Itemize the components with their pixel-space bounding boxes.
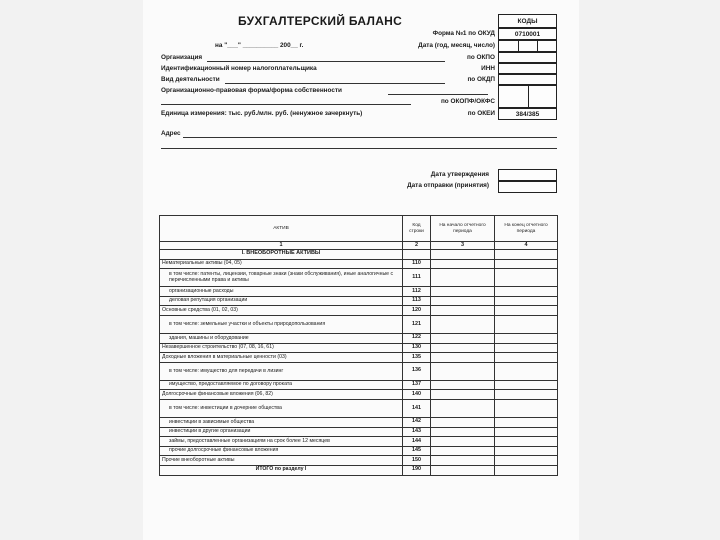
- table-row: [160, 427, 558, 437]
- end-value-cell[interactable]: [495, 287, 558, 297]
- col-number: 3: [431, 242, 495, 250]
- table-row: [160, 315, 558, 333]
- organization-field[interactable]: [207, 61, 445, 62]
- end-value-cell[interactable]: [495, 353, 558, 363]
- end-value-cell[interactable]: [495, 456, 558, 466]
- end-value-cell[interactable]: [495, 333, 558, 343]
- row-label: Нематериальные активы (04, 05): [160, 259, 403, 269]
- row-code: 140: [403, 390, 431, 400]
- begin-value-cell[interactable]: [431, 353, 495, 363]
- inn-code-box[interactable]: [498, 63, 557, 74]
- okdp-code-box[interactable]: [498, 74, 557, 85]
- row-label: имущество, предоставляемое по договору проката: [160, 380, 403, 390]
- begin-value-cell[interactable]: [431, 343, 495, 353]
- row-code: 111: [403, 269, 431, 287]
- table-row: [160, 287, 558, 297]
- begin-value-cell[interactable]: [431, 465, 495, 475]
- table-row: [160, 456, 558, 466]
- sending-date-label: Дата отправки (принятия): [407, 182, 489, 189]
- row-label: займы, предоставленные организациям на срок более 12 месяцев: [160, 437, 403, 447]
- begin-value-cell[interactable]: [431, 306, 495, 316]
- begin-value-cell[interactable]: [431, 362, 495, 380]
- balance-table: [159, 215, 558, 476]
- row-code: 145: [403, 446, 431, 456]
- begin-value-cell[interactable]: [431, 296, 495, 306]
- begin-value-cell[interactable]: [431, 380, 495, 390]
- form-title: БУХГАЛТЕРСКИЙ БАЛАНС: [238, 14, 403, 28]
- end-header: На конец отчетного периода: [495, 216, 558, 242]
- okpo-label: по ОКПО: [467, 54, 495, 61]
- begin-value-cell[interactable]: [431, 427, 495, 437]
- end-value-cell[interactable]: [495, 417, 558, 427]
- date-code-label: Дата (год, месяц, число): [418, 42, 495, 49]
- row-code: 190: [403, 465, 431, 475]
- table-row: [160, 380, 558, 390]
- table-row: [160, 446, 558, 456]
- end-value-cell[interactable]: [495, 315, 558, 333]
- end-value-cell[interactable]: [495, 465, 558, 475]
- row-label: организационные расходы: [160, 287, 403, 297]
- row-label: в том числе: патенты, лицензии, товарные знаки (знаки обслуживания), иные аналогичные с перечисленными права и активы: [160, 269, 403, 287]
- row-code: 112: [403, 287, 431, 297]
- row-code: 135: [403, 353, 431, 363]
- begin-value-cell[interactable]: [431, 446, 495, 456]
- col-number: 2: [403, 242, 431, 250]
- end-value-cell[interactable]: [495, 437, 558, 447]
- organization-label: Организация: [161, 54, 203, 61]
- activity-label: Вид деятельности: [161, 76, 220, 83]
- row-code: 150: [403, 456, 431, 466]
- row-code: 110: [403, 259, 431, 269]
- begin-value-cell[interactable]: [431, 315, 495, 333]
- table-row: [160, 343, 558, 353]
- code-header: Код строки: [403, 216, 431, 242]
- row-label: прочие долгосрочные финансовые вложения: [160, 446, 403, 456]
- okopf-label: по ОКОПФ/ОКФС: [440, 98, 495, 105]
- date-code-box[interactable]: [498, 40, 557, 52]
- sending-date-box[interactable]: [498, 181, 557, 193]
- taxpayer-id-label: Идентификационный номер налогоплательщика: [161, 65, 317, 72]
- end-value-cell[interactable]: [495, 427, 558, 437]
- okopf-code-box[interactable]: [498, 85, 557, 108]
- row-label: инвестиции в зависимые общества: [160, 417, 403, 427]
- end-value-cell[interactable]: [495, 380, 558, 390]
- table-row: [160, 417, 558, 427]
- table-row: [160, 353, 558, 363]
- row-label: Доходные вложения в материальные ценности (03): [160, 353, 403, 363]
- table-row: [160, 390, 558, 400]
- row-label: Незавершенное строительство (07, 08, 16, 61): [160, 343, 403, 353]
- row-label: в том числе: инвестиции в дочерние общества: [160, 399, 403, 417]
- section-row: [160, 250, 558, 260]
- table-row: [160, 306, 558, 316]
- row-label: Прочие внеоборотные активы: [160, 456, 403, 466]
- row-label: ИТОГО по разделу I: [160, 465, 403, 475]
- section-title: I. ВНЕОБОРОТНЫЕ АКТИВЫ: [160, 250, 403, 260]
- approval-date-label: Дата утверждения: [430, 171, 489, 178]
- row-label: Основные средства (01, 02, 03): [160, 306, 403, 316]
- address-field[interactable]: [183, 137, 557, 138]
- table-header-row: [160, 216, 558, 242]
- end-value-cell[interactable]: [495, 390, 558, 400]
- table-row: [160, 333, 558, 343]
- legal-form-field-2[interactable]: [161, 104, 411, 105]
- row-code: 122: [403, 333, 431, 343]
- begin-value-cell[interactable]: [431, 437, 495, 447]
- end-value-cell[interactable]: [495, 306, 558, 316]
- begin-value-cell[interactable]: [431, 333, 495, 343]
- okud-label: Форма №1 по ОКУД: [432, 30, 495, 37]
- table-row: [160, 296, 558, 306]
- codes-header: КОДЫ: [498, 14, 557, 28]
- begin-value-cell[interactable]: [431, 269, 495, 287]
- row-label: Долгосрочные финансовые вложения (06, 82): [160, 390, 403, 400]
- begin-value-cell[interactable]: [431, 417, 495, 427]
- end-value-cell[interactable]: [495, 446, 558, 456]
- table-row: [160, 437, 558, 447]
- table-row: [160, 465, 558, 475]
- end-value-cell[interactable]: [495, 259, 558, 269]
- begin-header: На начало отчетного периода: [431, 216, 495, 242]
- row-code: 143: [403, 427, 431, 437]
- row-label: деловая репутация организации: [160, 296, 403, 306]
- unit-label: Единица измерения: тыс. руб./млн. руб. (ненужное зачеркнуть): [161, 110, 363, 117]
- activity-field[interactable]: [225, 83, 445, 84]
- okpo-code-box[interactable]: [498, 52, 557, 63]
- date-line: на "___" __________ 200__ г.: [215, 42, 304, 49]
- address-label: Адрес: [161, 130, 181, 137]
- row-code: 113: [403, 296, 431, 306]
- row-code: 120: [403, 306, 431, 316]
- end-value-cell[interactable]: [495, 399, 558, 417]
- row-code: 141: [403, 399, 431, 417]
- end-value-cell[interactable]: [495, 343, 558, 353]
- end-value-cell[interactable]: [495, 269, 558, 287]
- table-row: [160, 259, 558, 269]
- okud-code: 0710001: [498, 28, 557, 40]
- end-value-cell[interactable]: [495, 296, 558, 306]
- row-code: 137: [403, 380, 431, 390]
- approval-date-box[interactable]: [498, 169, 557, 181]
- begin-value-cell[interactable]: [431, 456, 495, 466]
- begin-value-cell[interactable]: [431, 287, 495, 297]
- col-number: 1: [160, 242, 403, 250]
- begin-value-cell[interactable]: [431, 399, 495, 417]
- legal-form-field[interactable]: [388, 94, 488, 95]
- row-code: 136: [403, 362, 431, 380]
- table-row: [160, 399, 558, 417]
- col-number: 4: [495, 242, 558, 250]
- begin-value-cell[interactable]: [431, 259, 495, 269]
- table-row: [160, 269, 558, 287]
- table-row: [160, 362, 558, 380]
- balance-sheet-form: [143, 0, 579, 540]
- begin-value-cell[interactable]: [431, 390, 495, 400]
- row-label: здания, машины и оборудование: [160, 333, 403, 343]
- okdp-label: по ОКДП: [467, 76, 495, 83]
- legal-form-label: Организационно-правовая форма/форма собственности: [161, 87, 342, 94]
- row-code: 130: [403, 343, 431, 353]
- end-value-cell[interactable]: [495, 362, 558, 380]
- row-label: инвестиции в другие организации: [160, 427, 403, 437]
- column-numbers-row: [160, 242, 558, 250]
- row-code: 142: [403, 417, 431, 427]
- inn-label: ИНН: [481, 65, 495, 72]
- row-code: 121: [403, 315, 431, 333]
- row-code: 144: [403, 437, 431, 447]
- asset-header: АКТИВ: [160, 216, 403, 242]
- row-label: в том числе: земельные участки и объекты природопользования: [160, 315, 403, 333]
- address-field-2[interactable]: [161, 148, 557, 149]
- row-label: в том числе: имущество для передачи в лизинг: [160, 362, 403, 380]
- okei-label: по ОКЕИ: [467, 110, 495, 117]
- okei-code: 384/385: [498, 108, 557, 120]
